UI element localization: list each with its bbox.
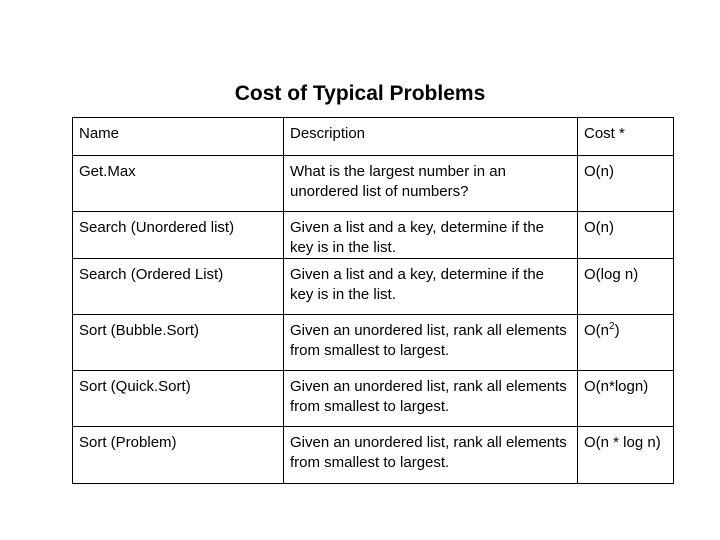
table-row	[73, 212, 674, 259]
problem-description: Given an unordered list, rank all elements from smallest to largest.	[284, 371, 578, 427]
problem-name: Get.Max	[73, 156, 284, 212]
cost-table	[72, 117, 674, 484]
table-row	[73, 156, 674, 212]
problem-cost: O(n)	[578, 156, 674, 212]
cost-close: )	[614, 322, 620, 339]
problem-description: Given an unordered list, rank all elements from smallest to largest.	[284, 427, 578, 484]
problem-name: Sort (Bubble.Sort)	[73, 315, 284, 371]
problem-cost: O(log n)	[578, 259, 674, 315]
problem-description: Given an unordered list, rank all elements from smallest to largest.	[284, 315, 578, 371]
header-description: Description	[284, 118, 578, 156]
problem-cost: O(n * log n)	[578, 427, 674, 484]
problem-name: Search (Ordered List)	[73, 259, 284, 315]
table-row	[73, 259, 674, 315]
table-row	[73, 427, 674, 484]
problem-cost: O(n*logn)	[578, 371, 674, 427]
cost-exponent: 2	[609, 321, 615, 332]
problem-description: Given a list and a key, determine if the key is in the list.	[284, 259, 578, 315]
header-name: Name	[73, 118, 284, 156]
cost-base: O(n	[584, 322, 610, 339]
header-cost: Cost *	[578, 118, 674, 156]
problem-cost: O(n)	[578, 212, 674, 259]
problem-description: Given a list and a key, determine if the key is in the list.	[284, 212, 578, 259]
problem-cost	[578, 315, 674, 371]
problem-name: Sort (Quick.Sort)	[73, 371, 284, 427]
table-row	[73, 315, 674, 371]
table-row	[73, 371, 674, 427]
problem-description: What is the largest number in an unordered list of numbers?	[284, 156, 578, 212]
table-header-row	[73, 118, 674, 156]
page-title: Cost of Typical Problems	[234, 82, 486, 105]
problem-name: Search (Unordered list)	[73, 212, 284, 259]
problem-name: Sort (Problem)	[73, 427, 284, 484]
